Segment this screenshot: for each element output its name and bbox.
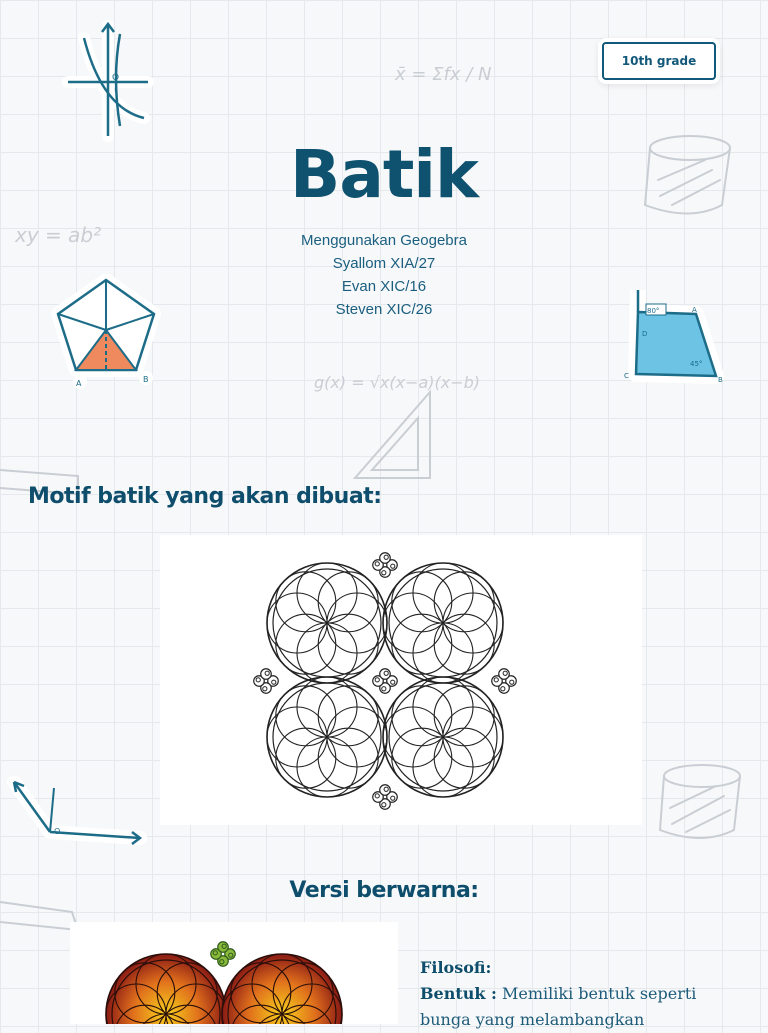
author-line-4: Steven XIC/26 bbox=[335, 301, 433, 318]
rosette bbox=[267, 563, 387, 683]
graph-sticker bbox=[62, 18, 154, 144]
rosette bbox=[383, 677, 503, 797]
quad-angle-45: 45° bbox=[690, 360, 703, 368]
formula-mean: x̄ = Σfx / N bbox=[395, 64, 492, 85]
axis-sticker bbox=[2, 776, 152, 852]
page-title: Batik bbox=[290, 136, 478, 213]
rosette-petal-circle bbox=[434, 686, 494, 746]
sketch-cup-bottom bbox=[660, 765, 740, 838]
quad-label-b: B bbox=[718, 376, 723, 384]
author-line-2: Syallom XIA/27 bbox=[332, 255, 436, 272]
rosette bbox=[383, 563, 503, 683]
pentagon-label-a: A bbox=[76, 379, 82, 388]
rosette-petal-circle bbox=[318, 572, 378, 632]
pentagon-label-b: B bbox=[143, 375, 149, 384]
color-heading: Versi berwarna: bbox=[289, 878, 479, 903]
swirl-ornament bbox=[254, 669, 279, 694]
rosette-petal-circle bbox=[318, 686, 378, 746]
formula-g: g(x) = √x(x−a)(x−b) bbox=[314, 373, 481, 392]
philosophy-bentuk-text: Memiliki bentuk seperti bunga yang melambangkan bbox=[420, 984, 697, 1029]
motif-heading: Motif batik yang akan dibuat: bbox=[28, 484, 382, 509]
swirl-lobe bbox=[380, 553, 391, 564]
grade-badge bbox=[602, 42, 716, 80]
quad-label-a: A bbox=[692, 306, 697, 314]
swirl-lobe bbox=[261, 669, 272, 680]
rosette bbox=[267, 677, 387, 797]
author-line-1: Menggunakan Geogebra bbox=[301, 232, 467, 249]
swirl-lobe bbox=[499, 669, 510, 680]
formula-xy: xy = ab² bbox=[15, 223, 102, 247]
swirl-lobe bbox=[218, 942, 229, 953]
quad-label-c: C bbox=[624, 372, 629, 380]
philosophy-heading: Filosofi: bbox=[420, 958, 492, 977]
rosette-petal-circle bbox=[434, 572, 494, 632]
rosette bbox=[222, 954, 342, 1024]
graph-origin-label: O bbox=[112, 73, 120, 83]
swirl-ornament bbox=[373, 785, 398, 810]
rosette bbox=[106, 954, 226, 1024]
swirl-lobe bbox=[380, 669, 391, 680]
author-line-3: Evan XIC/16 bbox=[341, 278, 427, 295]
motif-image-panel bbox=[160, 535, 642, 825]
swirl-lobe bbox=[380, 785, 391, 796]
colored-motif-panel bbox=[70, 922, 398, 1024]
batik-motif-drawing bbox=[160, 535, 642, 825]
quadrilateral-sticker bbox=[618, 282, 730, 390]
swirl-ornament bbox=[492, 669, 517, 694]
swirl-ornament bbox=[373, 553, 398, 578]
swirl-ornament bbox=[211, 942, 236, 967]
swirl-ornament bbox=[373, 669, 398, 694]
quad-label-d: D bbox=[642, 330, 648, 338]
quad-angle-80: 80° bbox=[647, 307, 660, 315]
philosophy-bentuk: Bentuk : Memiliki bentuk seperti bunga yang melambangkan bbox=[420, 984, 697, 1029]
axis-origin-label: O bbox=[54, 827, 61, 836]
philosophy-text bbox=[420, 955, 750, 1033]
grade-badge-label: 10th grade bbox=[621, 54, 697, 68]
batik-colored-drawing bbox=[70, 922, 398, 1024]
